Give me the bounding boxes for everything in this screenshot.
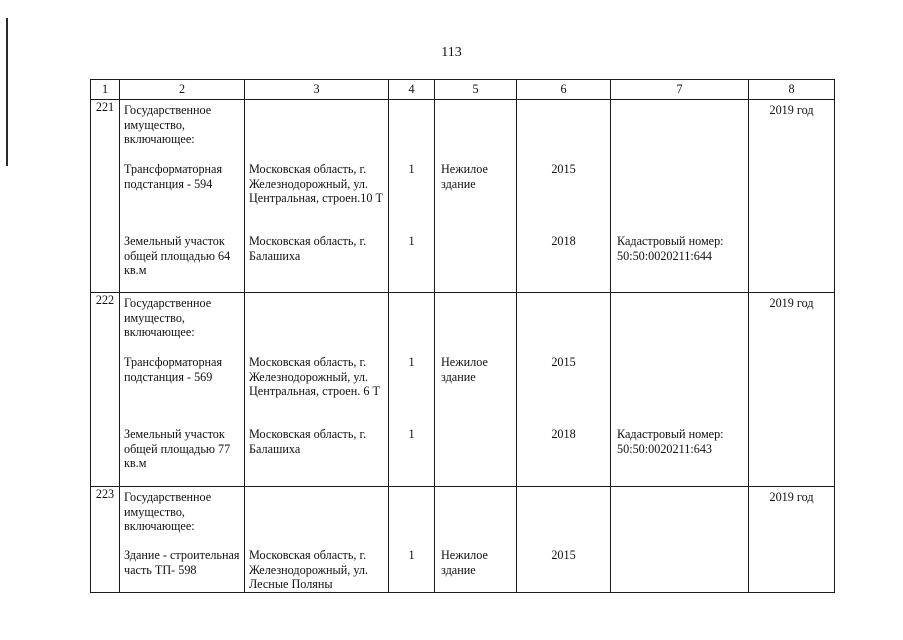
year-built-cell [517,487,611,593]
group-title: Государственное имущество, включающее: [124,103,212,147]
item-name: Земельный участок общей площадью 64 кв.м [124,234,231,278]
item-name: Трансформаторная подстанция - 569 [124,355,223,384]
table-row [91,100,835,293]
property-table [90,79,835,593]
name-cell [120,487,245,593]
qty-cell [389,293,435,487]
item-address: Московская область, г. Балашиха [249,234,367,263]
page-number: 113 [441,45,462,60]
item-qty: 1 [408,162,415,176]
year-built-cell [517,100,611,293]
qty-cell [389,487,435,593]
name-cell [120,293,245,487]
row-number: 221 [91,100,120,293]
item-address: Московская область, г. Железнодорожный, ул. Центральная, строен.10 Т [249,162,383,206]
item-built-year: 2015 [551,548,576,562]
column-header: 8 [749,80,835,100]
item-note [611,355,748,413]
item-qty: 1 [408,355,415,369]
type-cell [435,100,517,293]
table-row [91,293,835,487]
table-header-row [91,80,835,100]
item-built-year: 2015 [551,355,576,369]
item-address: Московская область, г. Железнодорожный, ул. Лесные Поляны [249,548,369,592]
item-type: Нежилое здание [441,355,488,384]
item-built-year: 2018 [551,427,576,441]
item-name: Трансформаторная подстанция - 594 [124,162,223,191]
transfer-year: 2019 год [749,293,835,487]
qty-cell [389,100,435,293]
item-note [611,162,748,220]
address-cell [245,487,389,593]
column-header: 1 [91,80,120,100]
column-header: 3 [245,80,389,100]
type-cell [435,487,517,593]
item-address: Московская область, г. Железнодорожный, ул. Центральная, строен. 6 Т [249,355,380,399]
column-header: 5 [435,80,517,100]
item-name: Здание - строительная часть ТП- 598 [124,548,240,577]
group-title: Государственное имущество, включающее: [124,296,212,340]
transfer-year: 2019 год [749,100,835,293]
year-built-cell [517,293,611,487]
column-header: 6 [517,80,611,100]
item-note: Кадастровый номер: 50:50:0020211:644 [617,234,724,263]
type-cell [435,293,517,487]
item-name: Земельный участок общей площадью 77 кв.м [124,427,231,471]
item-built-year: 2015 [551,162,576,176]
address-cell [245,100,389,293]
address-cell [245,293,389,487]
item-qty: 1 [408,234,415,248]
column-header: 7 [611,80,749,100]
row-number: 222 [91,293,120,487]
item-type: Нежилое здание [441,548,488,577]
scan-edge-line [6,18,8,166]
column-header: 2 [120,80,245,100]
item-qty: 1 [408,548,415,562]
note-cell [611,100,749,293]
column-header: 4 [389,80,435,100]
name-cell [120,100,245,293]
item-note: Кадастровый номер: 50:50:0020211:643 [617,427,724,456]
item-qty: 1 [408,427,415,441]
row-number: 223 [91,487,120,593]
note-cell [611,293,749,487]
note-cell [611,487,749,593]
item-address: Московская область, г. Балашиха [249,427,367,456]
item-type: Нежилое здание [441,162,488,191]
table-row [91,487,835,593]
transfer-year: 2019 год [749,487,835,593]
item-built-year: 2018 [551,234,576,248]
group-title: Государственное имущество, включающее: [124,490,212,534]
